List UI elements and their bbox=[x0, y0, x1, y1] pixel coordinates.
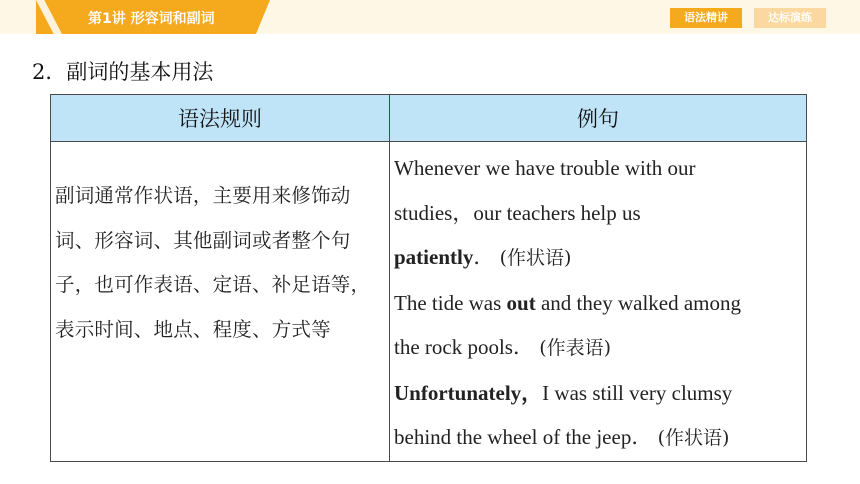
header-example: 例句 bbox=[390, 95, 807, 142]
example-1-line-2: studies，our teachers help us bbox=[394, 200, 641, 225]
example-2-line-2 bbox=[394, 325, 802, 371]
example-1-line-3 bbox=[394, 235, 802, 281]
example-2-before: The tide was bbox=[394, 290, 507, 315]
tab-grammar-explained[interactable]: 语法精讲 bbox=[670, 8, 742, 28]
chapter-title: 第1讲 形容词和副词 bbox=[88, 11, 215, 27]
table-row bbox=[51, 142, 807, 462]
example-2-after: and they walked among bbox=[535, 290, 742, 315]
example-2-note: (作表语) bbox=[539, 337, 612, 359]
example-cell bbox=[390, 142, 807, 462]
example-3-after: I was still very clumsy bbox=[542, 380, 733, 405]
example-3-line-2 bbox=[394, 415, 802, 461]
example-2-keyword: out bbox=[506, 290, 536, 315]
example-3-text: behind the wheel of the jeep． bbox=[394, 425, 653, 449]
rule-text: 副词通常作状语，主要用来修饰动词、形容词、其他副词或者整个句子，也可作表语、定语、补足语等，表示时间、地点、程度、方式等 bbox=[55, 184, 371, 341]
section-heading: 2．副词的基本用法 bbox=[32, 60, 214, 84]
header-rule: 语法规则 bbox=[51, 95, 390, 142]
example-1-note: (作状语) bbox=[499, 247, 572, 269]
example-3-keyword: Unfortunately， bbox=[394, 380, 543, 405]
example-list bbox=[390, 142, 806, 461]
table-header-row bbox=[51, 95, 807, 142]
example-1-keyword: patiently bbox=[394, 245, 474, 269]
example-2-line-1 bbox=[394, 281, 802, 326]
example-3-note: (作状语) bbox=[657, 427, 730, 449]
grammar-table bbox=[50, 94, 807, 462]
example-3-line-1 bbox=[394, 371, 802, 416]
example-2-text: the rock pools． bbox=[394, 335, 534, 359]
rule-cell bbox=[51, 142, 390, 462]
example-1-line-1: Whenever we have trouble with our bbox=[394, 156, 696, 180]
tab-practice[interactable]: 达标演练 bbox=[754, 8, 826, 28]
example-1-punct: ． bbox=[473, 245, 495, 269]
